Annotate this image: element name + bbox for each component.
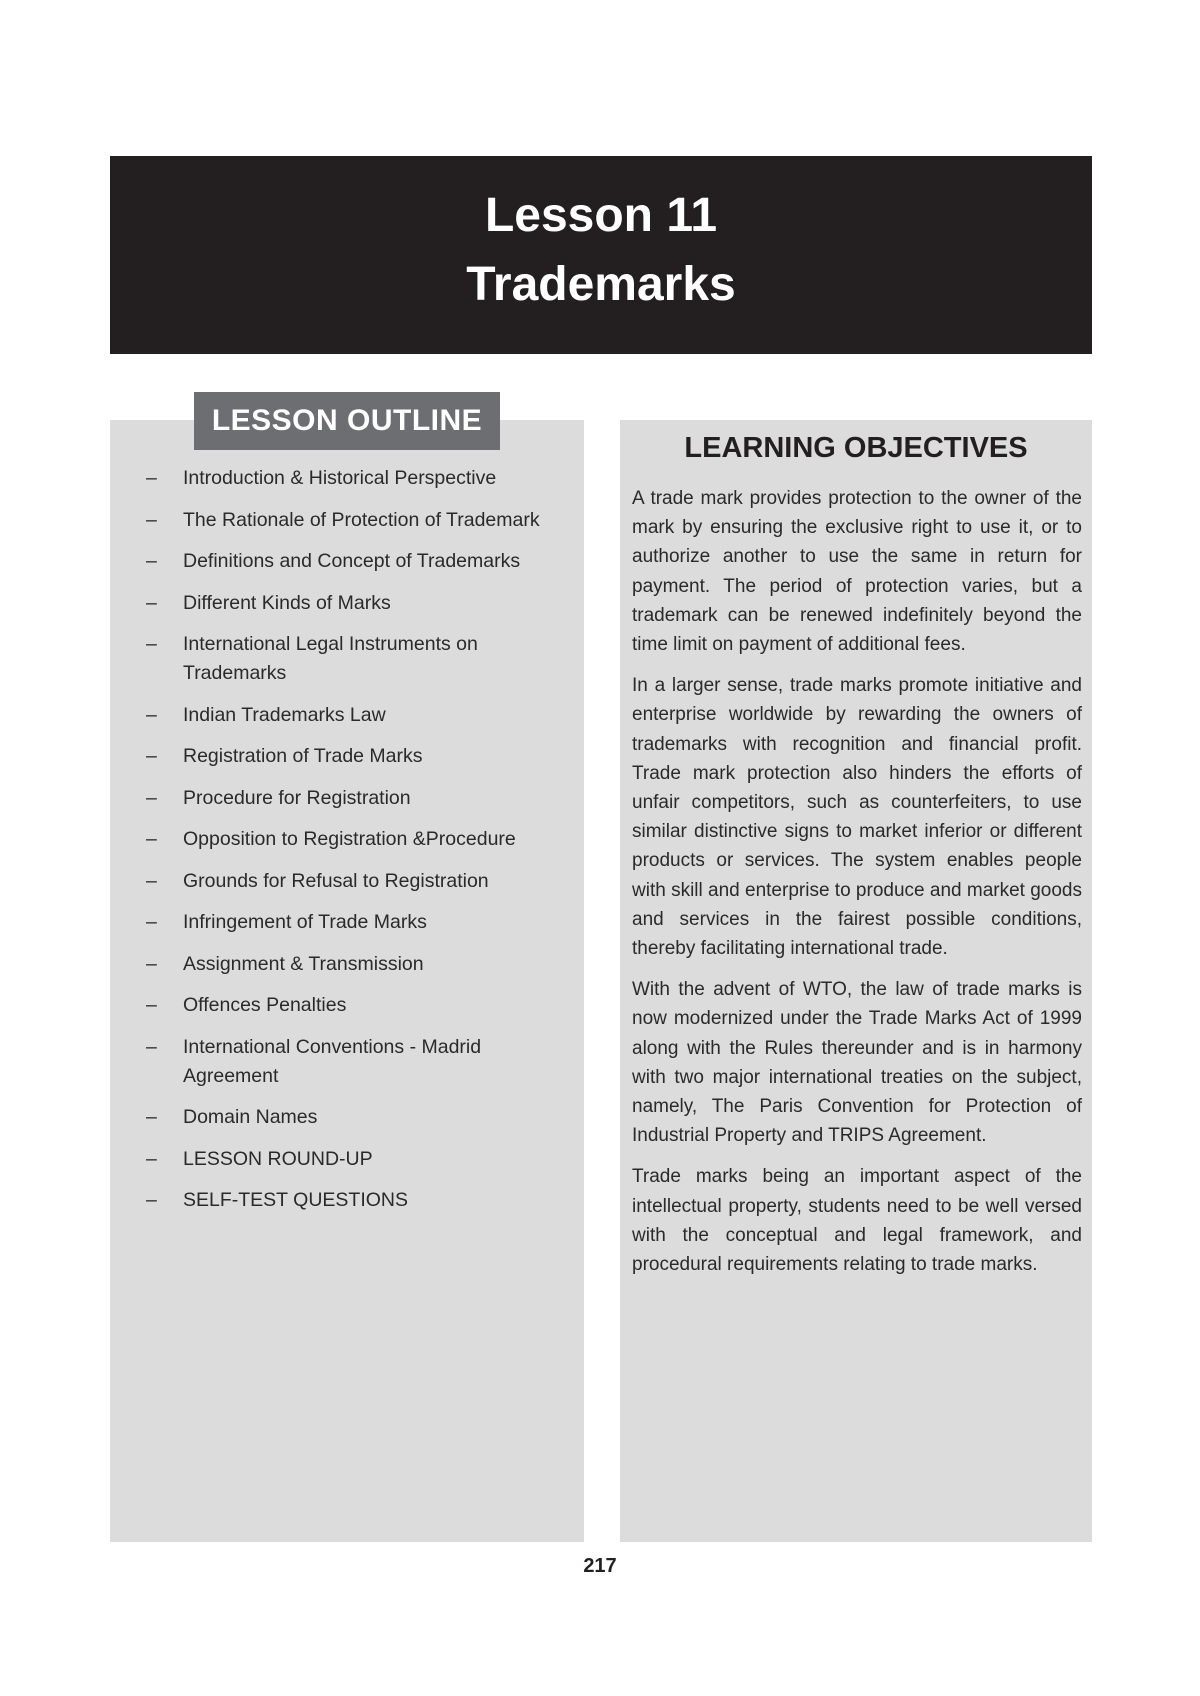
dash-bullet: – [146,828,157,850]
objectives-paragraph: In a larger sense, trade marks promote initiative and enterprise worldwide by rewarding the owners of trademarks with recognition and financial profit. Trade mark protection also hinders the efforts of unfair competitors, such as counterfeiters, to use similar distinctive signs to market inferior or different products or services. The system enables people with skill and enterprise to produce and market goods and services in the fairest possible conditions, thereby facilitating international trade. [632,675,1082,960]
outline-item [146,950,566,979]
outline-item [146,547,566,576]
outline-item-text: Assignment & Transmission [183,952,424,975]
outline-item-text: Indian Trademarks Law [183,703,386,726]
outline-item-text: International Conventions - Madrid Agreement [183,1035,482,1087]
outline-item-text: Offences Penalties [183,994,347,1016]
dash-bullet: – [146,1106,157,1128]
learning-objectives-body [632,484,1082,1291]
dash-bullet: – [146,1035,157,1058]
dash-bullet: – [146,1147,157,1170]
dash-bullet: – [146,591,157,614]
outline-item-text: Grounds for Refusal to Registration [183,869,489,892]
page-number: 217 [583,1555,617,1577]
outline-item [146,991,566,1020]
outline-item-text: Domain Names [183,1106,318,1128]
outline-item [146,742,566,771]
outline-item-text: Opposition to Registration &Procedure [183,828,516,850]
lesson-title: Trademarks [466,258,736,311]
dash-bullet: – [146,633,157,655]
lesson-number: Lesson 11 [484,189,718,242]
outline-item-text: Infringement of Trade Marks [183,911,427,933]
outline-item-text: Procedure for Registration [183,786,411,809]
outline-item [146,1145,566,1174]
dash-bullet: – [146,952,157,975]
outline-item [146,825,566,854]
dash-bullet: – [146,1189,157,1211]
dash-bullet: – [146,786,157,809]
outline-item [146,464,566,493]
dash-bullet: – [146,467,157,489]
outline-item-text: Registration of Trade Marks [183,745,423,767]
dash-bullet: – [146,745,157,767]
outline-item [146,701,566,730]
objectives-paragraph: With the advent of WTO, the law of trade marks is now modernized under the Trade Marks Act of 1999 along with the Rules thereunder and is in harmony with two major international treaties on the subject, namely, The Paris Convention for Protection of Industrial Property and TRIPS Agreement. [632,979,1082,1147]
objectives-paragraph: A trade mark provides protection to the owner of the mark by ensuring the exclusive right to use it, or to authorize another to use the same in return for payment. The period of protection varies, but a trademark can be renewed indefinitely beyond the time limit on payment of additional fees. [632,488,1082,656]
outline-item-text: Introduction & Historical Perspective [183,467,497,489]
dash-bullet: – [146,994,157,1016]
dash-bullet: – [146,911,157,933]
lesson-outline-list [146,464,566,1228]
outline-item [146,908,566,937]
dash-bullet: – [146,703,157,726]
dash-bullet: – [146,508,157,531]
learning-objectives-heading: LEARNING OBJECTIVES [684,432,1028,464]
lesson-header-banner [110,156,1092,354]
outline-item [146,867,566,896]
outline-item [146,784,566,813]
outline-item [146,630,566,688]
lesson-outline-heading: LESSON OUTLINE [194,392,500,450]
outline-item-text: Different Kinds of Marks [183,591,391,614]
outline-item [146,589,566,618]
outline-item-text: SELF-TEST QUESTIONS [183,1189,409,1211]
outline-item [146,1033,566,1091]
objectives-paragraph: Trade marks being an important aspect of the intellectual property, students need to be well versed with the conceptual and legal framework, and procedural requirements relating to trade marks. [632,1166,1082,1276]
dash-bullet: – [146,550,157,572]
outline-item-text: The Rationale of Protection of Trademark [183,508,540,531]
outline-item [146,1103,566,1132]
outline-item [146,1186,566,1215]
outline-item-text: Definitions and Concept of Trademarks [183,550,521,572]
dash-bullet: – [146,869,157,892]
outline-item [146,506,566,535]
outline-item-text: International Legal Instruments on Trademarks [183,633,478,684]
outline-item-text: LESSON ROUND-UP [183,1147,373,1170]
